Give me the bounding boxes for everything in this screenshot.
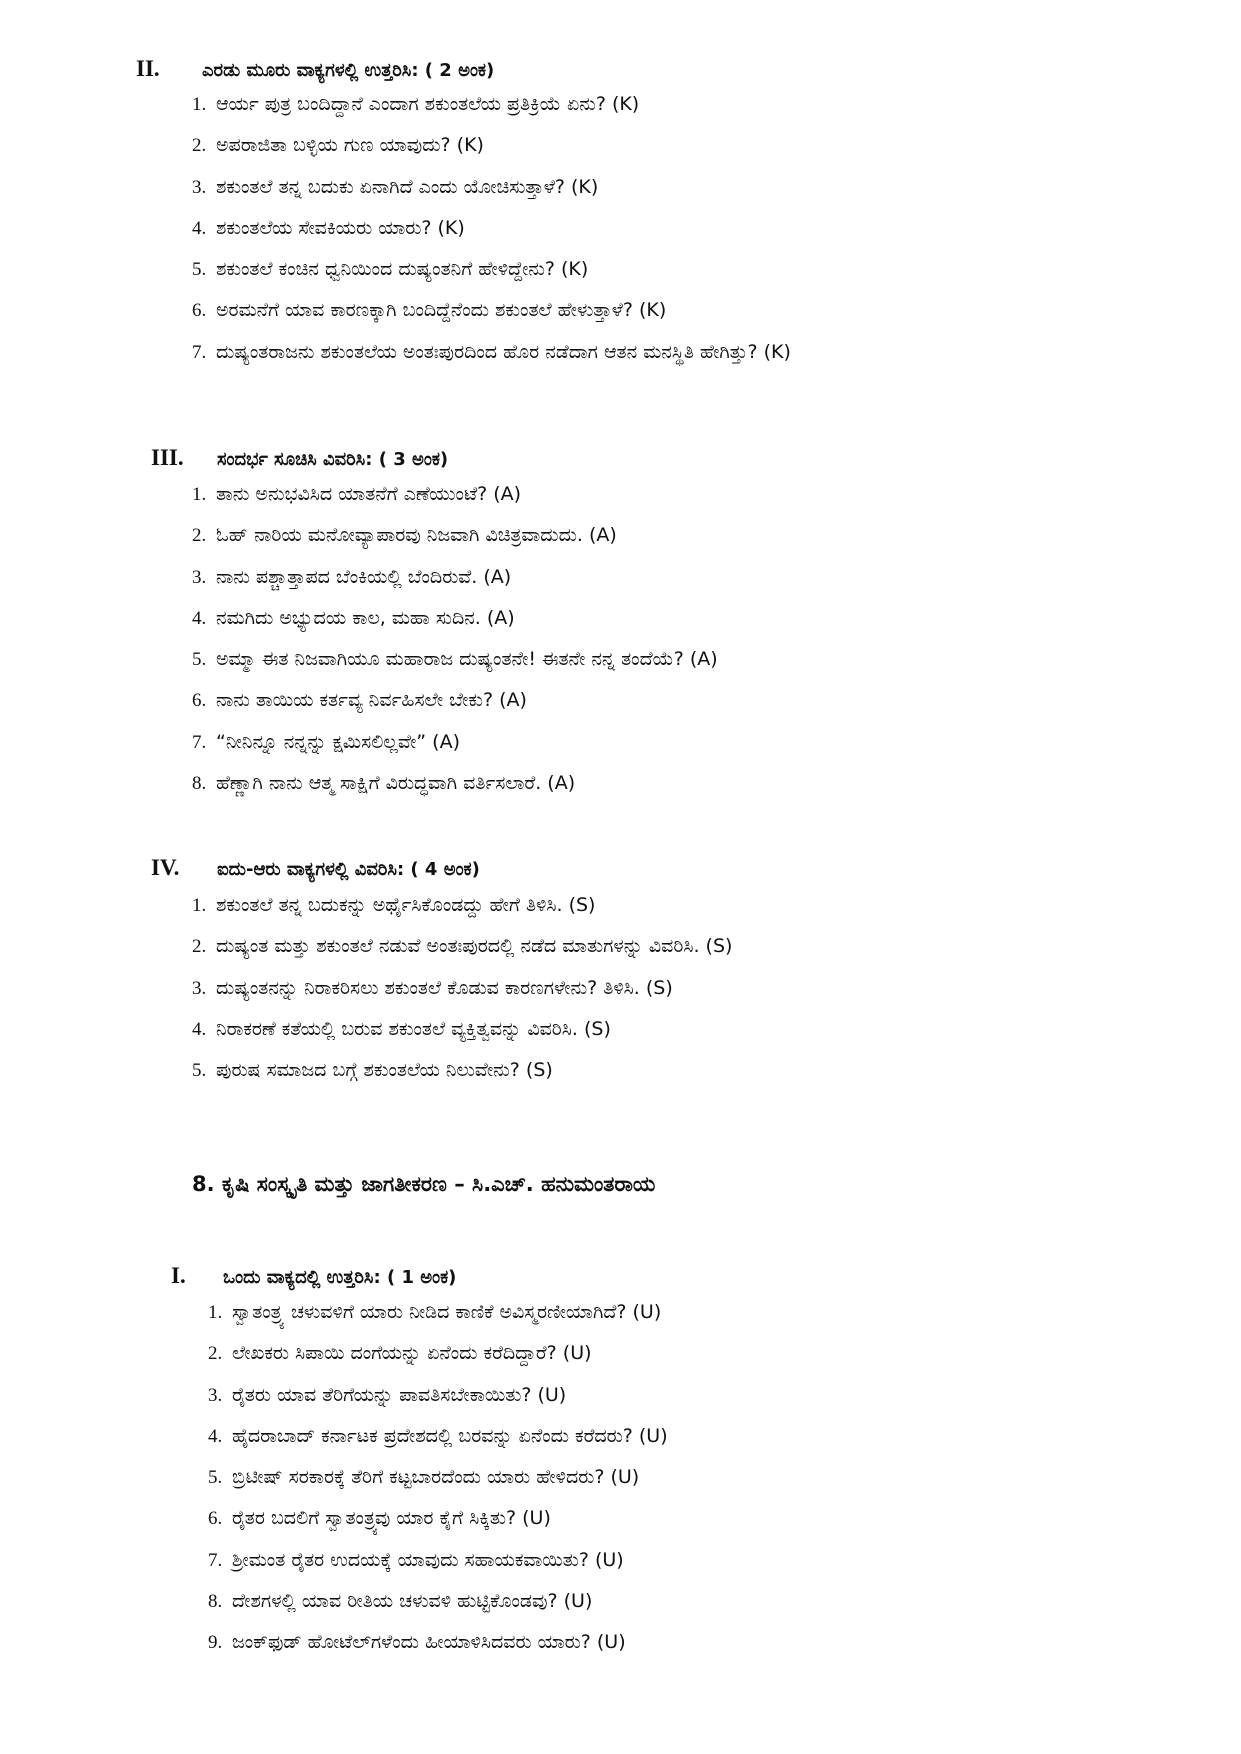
item-number: 1. xyxy=(192,94,207,115)
item-number: 2. xyxy=(192,525,207,547)
item-text: ದೇಶಗಳಲ್ಲಿ ಯಾವ ರೀತಿಯ ಚಳುವಳಿ ಹುಟ್ಟಿಕೊಂಡವು? (U) xyxy=(232,1590,593,1613)
item-number: 7. xyxy=(192,341,207,363)
item-number: 3. xyxy=(192,176,207,198)
item-text: ಶಕುಂತಲೆಯ ಸೇವಕಿಯರು ಯಾರು? (K) xyxy=(216,216,465,239)
item-number: 6. xyxy=(192,690,207,712)
list-item xyxy=(208,1424,668,1465)
item-number: 1. xyxy=(208,1302,223,1323)
item-text: ಜಂಕ್‌ಫುಡ್ ಹೋಟೆಲ್‌ಗಳೆಂದು ಹೀಯಾಳಿಸಿದವರು ಯಾರು? (U) xyxy=(232,1631,626,1654)
item-number: 3. xyxy=(208,1384,223,1406)
item-text: ಶ್ರೀಮಂತ ರೈತರ ಉದಯಕ್ಕೆ ಯಾವುದು ಸಹಾಯಕವಾಯಿತು? (U) xyxy=(232,1548,624,1571)
item-text: ನಾನು ಪಶ್ಚಾತ್ತಾಪದ ಬೆಂಕಿಯಲ್ಲಿ ಬೆಂದಿರುವೆ. (A) xyxy=(216,565,512,588)
list-item xyxy=(192,976,732,1017)
item-text: ಶಕುಂತಲೆ ಕಂಚಿನ ಧ್ವನಿಯಿಂದ ದುಷ್ಯಂತನಿಗೆ ಹೇಳಿದ್ದೇನು? (K) xyxy=(216,258,589,281)
list-item xyxy=(192,257,791,298)
item-text: ತಾನು ಅನುಭವಿಸಿದ ಯಾತನೆಗೆ ಎಣೆಯುಂಟೆ? (A) xyxy=(216,483,522,505)
item-text: ಬ್ರಿಟೀಷ್ ಸರಕಾರಕ್ಕೆ ತೆರಿಗೆ ಕಟ್ಟಬಾರದೆಂದು ಯಾರು ಹೇಳಿದರು? (U) xyxy=(232,1466,640,1489)
item-text: ಅಮ್ಮಾ ಈತ ನಿಜವಾಗಿಯೂ ಮಹಾರಾಜ ದುಷ್ಯಂತನೇ! ಈತನೇ ನನ್ನ ತಂದೆಯೆ? (A) xyxy=(216,648,718,671)
question-list xyxy=(192,92,791,381)
list-item xyxy=(192,934,732,975)
item-text: ಶಕುಂತಲೆ ತನ್ನ ಬದುಕು ಏನಾಗಿದೆ ಎಂದು ಯೋಚಿಸುತ್ತಾಳೆ? (K) xyxy=(216,175,599,198)
section-numeral: II. xyxy=(136,56,160,81)
list-item xyxy=(192,175,791,216)
item-number: 3. xyxy=(192,977,207,999)
item-number: 1. xyxy=(192,484,207,505)
list-item xyxy=(192,647,718,688)
item-number: 6. xyxy=(192,300,207,322)
item-number: 4. xyxy=(192,607,207,629)
list-item xyxy=(192,565,718,606)
section-title: ಐದು-ಆರು ವಾಕ್ಯಗಳಲ್ಲಿ ವಿವರಿಸಿ: ( 4 ಅಂಕ) xyxy=(217,859,480,880)
question-list xyxy=(192,482,718,812)
item-text: ನಮಗಿದು ಅಭ್ಯುದಯ ಕಾಲ, ಮಹಾ ಸುದಿನ. (A) xyxy=(216,606,515,629)
item-number: 3. xyxy=(192,566,207,588)
section-heading xyxy=(136,56,494,82)
item-text: ಹೈದರಾಬಾದ್ ಕರ್ನಾಟಕ ಪ್ರದೇಶದಲ್ಲಿ ಬರವನ್ನು ಏನೆಂದು ಕರೆದರು? (U) xyxy=(232,1424,668,1447)
item-number: 8. xyxy=(192,773,207,795)
list-item xyxy=(208,1506,668,1547)
item-text: ದುಷ್ಯಂತನನ್ನು ನಿರಾಕರಿಸಲು ಶಕುಂತಲೆ ಕೊಡುವ ಕಾರಣಗಳೇನು? ತಿಳಿಸಿ. (S) xyxy=(216,976,673,999)
item-text: ಪುರುಷ ಸಮಾಜದ ಬಗ್ಗೆ ಶಕುಂತಲೆಯ ನಿಲುವೇನು? (S) xyxy=(216,1059,553,1082)
section-title: ಎರಡು ಮೂರು ವಾಕ್ಯಗಳಲ್ಲಿ ಉತ್ತರಿಸಿ: ( 2 ಅಂಕ) xyxy=(202,60,495,81)
item-text: ಸ್ವಾತಂತ್ರ್ಯ ಚಳುವಳಿಗೆ ಯಾರು ನೀಡಿದ ಕಾಣಿಕೆ ಅವಿಸ್ಮರಣೀಯಾಗಿದೆ? (U) xyxy=(232,1301,662,1323)
list-item xyxy=(192,298,791,339)
list-item xyxy=(192,133,791,174)
item-number: 7. xyxy=(208,1549,223,1571)
list-item xyxy=(208,1300,668,1341)
list-item xyxy=(208,1589,668,1630)
list-item xyxy=(192,771,718,812)
item-number: 2. xyxy=(192,936,207,958)
item-number: 4. xyxy=(192,1018,207,1040)
list-item xyxy=(192,688,718,729)
item-number: 5. xyxy=(192,259,207,281)
section-numeral: IV. xyxy=(151,855,180,880)
item-number: 9. xyxy=(208,1632,223,1654)
item-text: ಅರಮನೆಗೆ ಯಾವ ಕಾರಣಕ್ಕಾಗಿ ಬಂದಿದ್ದೆನೆಂದು ಶಕುಂತಲೆ ಹೇಳುತ್ತಾಳೆ? (K) xyxy=(216,299,667,322)
item-text: ನಿರಾಕರಣೆ ಕತೆಯಲ್ಲಿ ಬರುವ ಶಕುಂತಲೆ ವ್ಯಕ್ತಿತ್ವವನ್ನು ವಿವರಿಸಿ. (S) xyxy=(216,1017,611,1040)
item-text: ರೈತರು ಯಾವ ತೆರಿಗೆಯನ್ನು ಪಾವತಿಸಬೇಕಾಯಿತು? (U) xyxy=(232,1383,567,1406)
item-number: 1. xyxy=(192,895,207,916)
list-item xyxy=(192,730,718,771)
item-number: 5. xyxy=(192,649,207,671)
list-item xyxy=(192,216,791,257)
item-number: 2. xyxy=(208,1343,223,1365)
item-text: ಶಕುಂತಲೆ ತನ್ನ ಬದುಕನ್ನು ಅರ್ಥೈಸಿಕೊಂಡದ್ದು ಹೇಗೆ ತಿಳಿಸಿ. (S) xyxy=(216,894,596,916)
section-numeral: I. xyxy=(171,1263,186,1288)
item-number: 6. xyxy=(208,1508,223,1530)
item-text: ಆರ್ಯ ಪುತ್ರ ಬಂದಿದ್ದಾನೆ ಎಂದಾಗ ಶಕುಂತಲೆಯ ಪ್ರತಿಕ್ರಿಯೆ ಏನು? (K) xyxy=(216,93,640,115)
list-item xyxy=(192,893,732,934)
list-item xyxy=(208,1383,668,1424)
list-item xyxy=(208,1341,668,1382)
list-item xyxy=(192,340,791,381)
section-title: ಒಂದು ವಾಕ್ಯದಲ್ಲಿ ಉತ್ತರಿಸಿ: ( 1 ಅಂಕ) xyxy=(223,1267,457,1288)
item-number: 5. xyxy=(208,1467,223,1489)
item-number: 4. xyxy=(192,217,207,239)
list-item xyxy=(208,1465,668,1506)
chapter-title: 8. ಕೃಷಿ ಸಂಸ್ಕೃತಿ ಮತ್ತು ಜಾಗತೀಕರಣ – ಸಿ.ಎಚ್. ಹನುಮಂತರಾಯ xyxy=(192,1172,656,1196)
item-number: 7. xyxy=(192,731,207,753)
item-text: ರೈತರ ಬದಲಿಗೆ ಸ್ವಾತಂತ್ರ್ಯವು ಯಾರ ಕೈಗೆ ಸಿಕ್ಕಿತು? (U) xyxy=(232,1507,551,1530)
section-title: ಸಂದರ್ಭ ಸೂಚಿಸಿ ವಿವರಿಸಿ: ( 3 ಅಂಕ) xyxy=(217,449,449,470)
item-text: ದುಷ್ಯಂತರಾಜನು ಶಕುಂತಲೆಯ ಅಂತಃಪುರದಿಂದ ಹೊರ ನಡೆದಾಗ ಆತನ ಮನಸ್ಥಿತಿ ಹೇಗಿತ್ತು? (K) xyxy=(216,340,791,363)
section-numeral: III. xyxy=(151,445,184,470)
list-item xyxy=(192,1058,732,1099)
list-item xyxy=(208,1630,668,1671)
item-number: 4. xyxy=(208,1425,223,1447)
question-list xyxy=(208,1300,668,1672)
section-heading xyxy=(171,1263,456,1289)
item-text: ಓಹ್ ನಾರಿಯ ಮನೋವ್ಯಾಪಾರವು ನಿಜವಾಗಿ ವಿಚಿತ್ರವಾದುದು. (A) xyxy=(216,524,617,547)
item-number: 2. xyxy=(192,135,207,157)
section-heading xyxy=(151,445,448,471)
item-text: ಹೆಣ್ಣಾಗಿ ನಾನು ಆತ್ಮ ಸಾಕ್ಷಿಗೆ ವಿರುದ್ಧವಾಗಿ ವರ್ತಿಸಲಾರೆ. (A) xyxy=(216,772,576,795)
item-text: ದುಷ್ಯಂತ ಮತ್ತು ಶಕುಂತಲೆ ನಡುವೆ ಅಂತಃಪುರದಲ್ಲಿ ನಡೆದ ಮಾತುಗಳನ್ನು ವಿವರಿಸಿ. (S) xyxy=(216,935,733,958)
section-heading xyxy=(151,855,480,881)
question-list xyxy=(192,893,732,1099)
item-number: 5. xyxy=(192,1060,207,1082)
item-number: 8. xyxy=(208,1591,223,1613)
list-item xyxy=(192,606,718,647)
list-item xyxy=(192,1017,732,1058)
item-text: ನಾನು ತಾಯಿಯ ಕರ್ತವ್ಯ ನಿರ್ವಹಿಸಲೇ ಬೇಕು? (A) xyxy=(216,689,527,712)
list-item xyxy=(192,482,718,523)
item-text: “ನೀನಿನ್ನೂ ನನ್ನನ್ನು ಕ್ಷಮಿಸಲಿಲ್ಲವೇ” (A) xyxy=(216,730,461,753)
list-item xyxy=(192,523,718,564)
item-text: ಲೇಖಕರು ಸಿಪಾಯಿ ದಂಗೆಯನ್ನು ಏನೆಂದು ಕರೆದಿದ್ದಾರೆ? (U) xyxy=(232,1342,592,1365)
item-text: ಅಪರಾಜಿತಾ ಬಳ್ಳಿಯ ಗುಣ ಯಾವುದು? (K) xyxy=(216,134,484,157)
list-item xyxy=(192,92,791,133)
list-item xyxy=(208,1548,668,1589)
